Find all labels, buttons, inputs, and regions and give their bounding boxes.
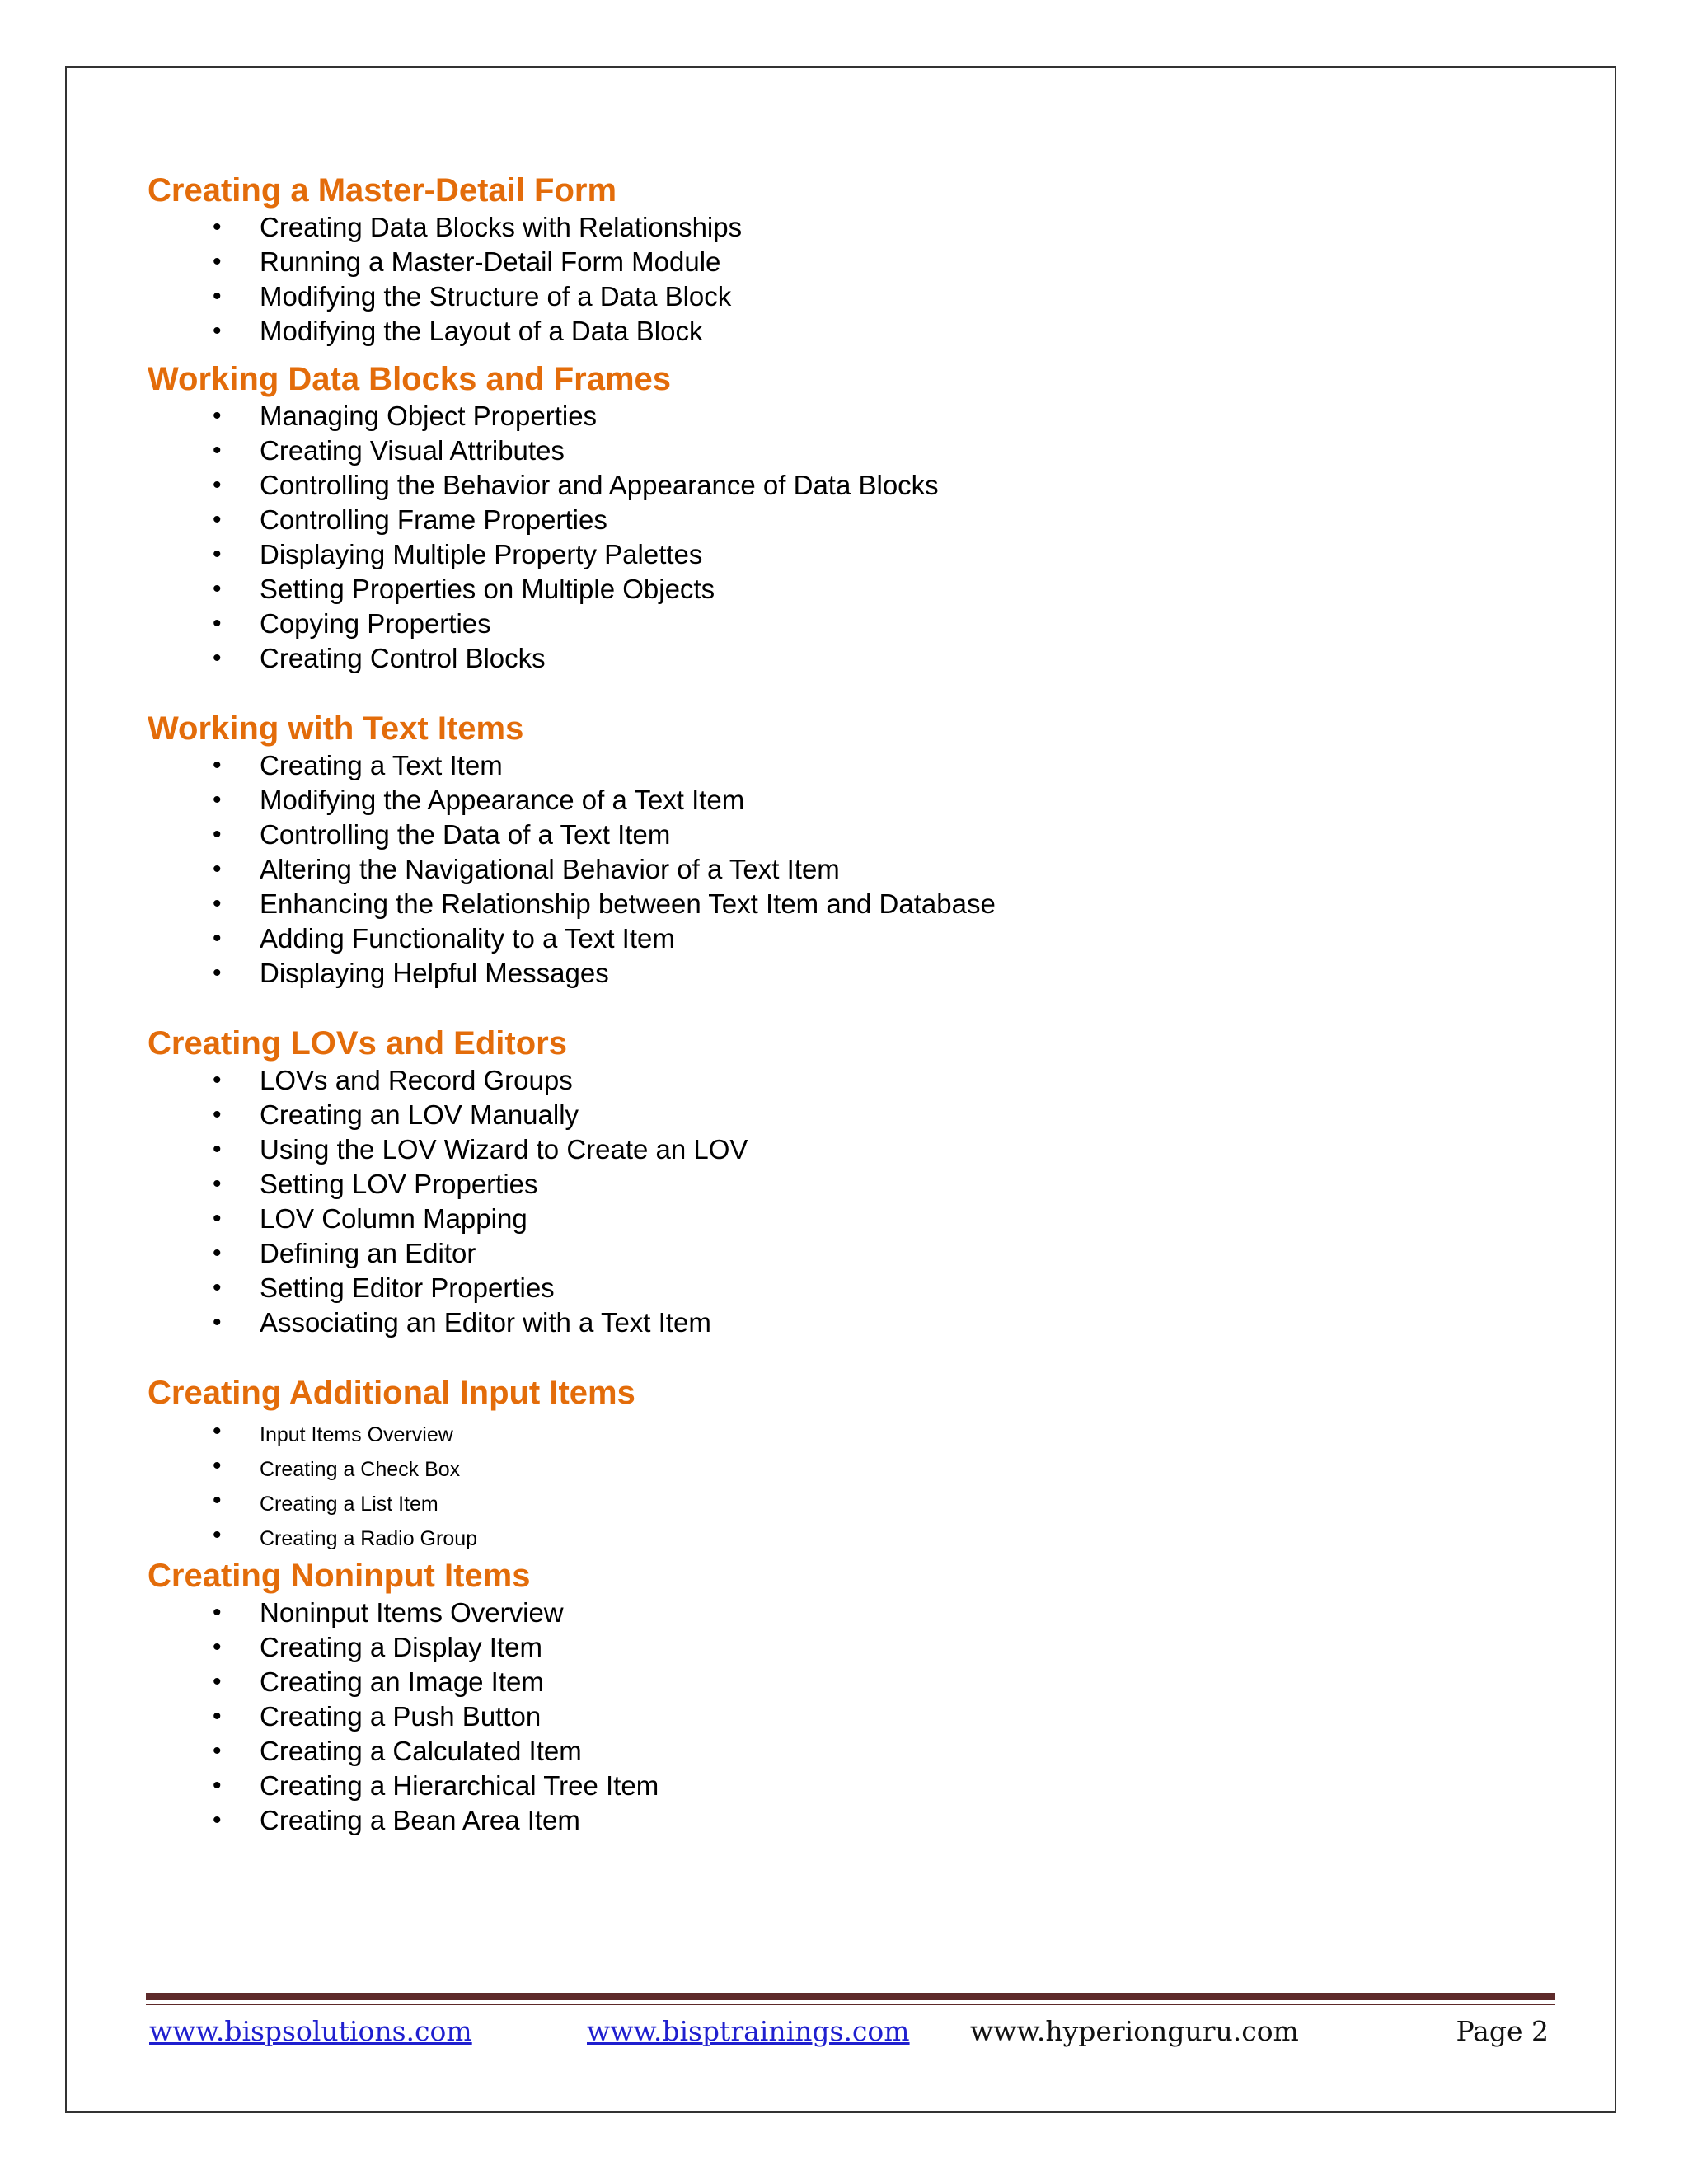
list-item: • Controlling Frame Properties [148,503,1549,537]
list-item: • Creating Visual Attributes [148,434,1549,468]
document-content [148,171,1549,1838]
bullet-icon: • [213,1668,222,1695]
section-title-noninput-items: Creating Noninput Items [148,1558,531,1594]
list-item: • Creating a List Item [148,1487,1549,1521]
list-item: • Creating a Display Item [148,1630,1549,1665]
bullet-icon: • [213,1136,222,1163]
list-item: • Modifying the Layout of a Data Block [148,314,1549,349]
list-item: • Creating a Radio Group [148,1521,1549,1556]
list-item: • LOVs and Record Groups [148,1063,1549,1098]
list-item: • Managing Object Properties [148,399,1549,434]
bullet-icon: • [213,471,222,499]
list-item: • Displaying Multiple Property Palettes [148,537,1549,572]
bullet-icon: • [213,1452,222,1479]
section-list-master-detail [148,210,1549,349]
list-item: • Setting Editor Properties [148,1271,1549,1305]
list-item: • Modifying the Appearance of a Text Item [148,783,1549,818]
section-list-noninput-items [148,1596,1549,1838]
bullet-icon: • [213,1703,222,1730]
list-item: • Creating Control Blocks [148,641,1549,676]
section-title-master-detail: Creating a Master-Detail Form [148,172,617,209]
section-list-lovs-editors [148,1063,1549,1340]
bullet-icon: • [213,541,222,568]
section-title-text-items: Working with Text Items [148,710,524,747]
bullet-icon: • [213,1101,222,1128]
list-item: • Displaying Helpful Messages [148,956,1549,991]
bullet-icon: • [213,248,222,275]
footer-rule-thick [146,1993,1555,2000]
bullet-icon: • [213,506,222,533]
list-item: • Creating a Push Button [148,1699,1549,1734]
bullet-icon: • [213,1737,222,1765]
list-item: • Creating Data Blocks with Relationships [148,210,1549,245]
list-item: • LOV Column Mapping [148,1202,1549,1236]
list-item: • Associating an Editor with a Text Item [148,1305,1549,1340]
list-item: • Setting Properties on Multiple Objects [148,572,1549,607]
bullet-icon: • [213,1487,222,1514]
bullet-icon: • [213,644,222,672]
bullet-icon: • [213,821,222,848]
bullet-icon: • [213,1521,222,1549]
section-list-data-blocks-frames [148,399,1549,676]
bullet-icon: • [213,610,222,637]
list-item: • Copying Properties [148,607,1549,641]
section-title-data-blocks-frames: Working Data Blocks and Frames [148,361,671,397]
section-title-lovs-editors: Creating LOVs and Editors [148,1025,567,1062]
section-list-text-items [148,748,1549,991]
bullet-icon: • [213,1066,222,1094]
page-number: Page 2 [1456,2015,1549,2047]
bullet-icon: • [213,437,222,464]
bullet-icon: • [213,1309,222,1336]
list-item: • Creating a Calculated Item [148,1734,1549,1769]
page-footer [148,2011,1549,2052]
list-item: • Running a Master-Detail Form Module [148,245,1549,279]
list-item: • Creating a Bean Area Item [148,1803,1549,1838]
list-item: • Creating a Check Box [148,1452,1549,1487]
list-item: • Setting LOV Properties [148,1167,1549,1202]
bullet-icon: • [213,855,222,883]
list-item: • Creating an Image Item [148,1665,1549,1699]
footer-site-hyperionguru: www.hyperionguru.com [970,2015,1299,2047]
bullet-icon: • [213,786,222,813]
footer-link-bispsolutions[interactable]: www.bispsolutions.com [149,2015,472,2047]
bullet-icon: • [213,959,222,987]
list-item: • Using the LOV Wizard to Create an LOV [148,1132,1549,1167]
bullet-icon: • [213,575,222,602]
bullet-icon: • [213,752,222,779]
section-list-additional-input-items [148,1418,1549,1556]
footer-link-bisptrainings[interactable]: www.bisptrainings.com [587,2015,910,2047]
bullet-icon: • [213,1599,222,1626]
list-item: • Enhancing the Relationship between Text Item and Database [148,887,1549,921]
list-item: • Adding Functionality to a Text Item [148,921,1549,956]
bullet-icon: • [213,1205,222,1232]
bullet-icon: • [213,1633,222,1661]
bullet-icon: • [213,283,222,310]
bullet-icon: • [213,925,222,952]
list-item: • Controlling the Behavior and Appearance of Data Blocks [148,468,1549,503]
bullet-icon: • [213,1240,222,1267]
list-item: • Altering the Navigational Behavior of a Text Item [148,852,1549,887]
bullet-icon: • [213,213,222,241]
bullet-icon: • [213,1274,222,1301]
bullet-icon: • [213,890,222,917]
bullet-icon: • [213,317,222,344]
list-item: • Modifying the Structure of a Data Block [148,279,1549,314]
footer-rule-thin [146,2004,1555,2005]
bullet-icon: • [213,1170,222,1197]
list-item: • Creating an LOV Manually [148,1098,1549,1132]
list-item: • Noninput Items Overview [148,1596,1549,1630]
bullet-icon: • [213,1418,222,1445]
list-item: • Creating a Text Item [148,748,1549,783]
list-item: • Creating a Hierarchical Tree Item [148,1769,1549,1803]
bullet-icon: • [213,1807,222,1834]
list-item: • Defining an Editor [148,1236,1549,1271]
section-title-additional-input-items: Creating Additional Input Items [148,1375,635,1411]
bullet-icon: • [213,1772,222,1799]
list-item: • Controlling the Data of a Text Item [148,818,1549,852]
bullet-icon: • [213,402,222,429]
list-item: • Input Items Overview [148,1418,1549,1452]
